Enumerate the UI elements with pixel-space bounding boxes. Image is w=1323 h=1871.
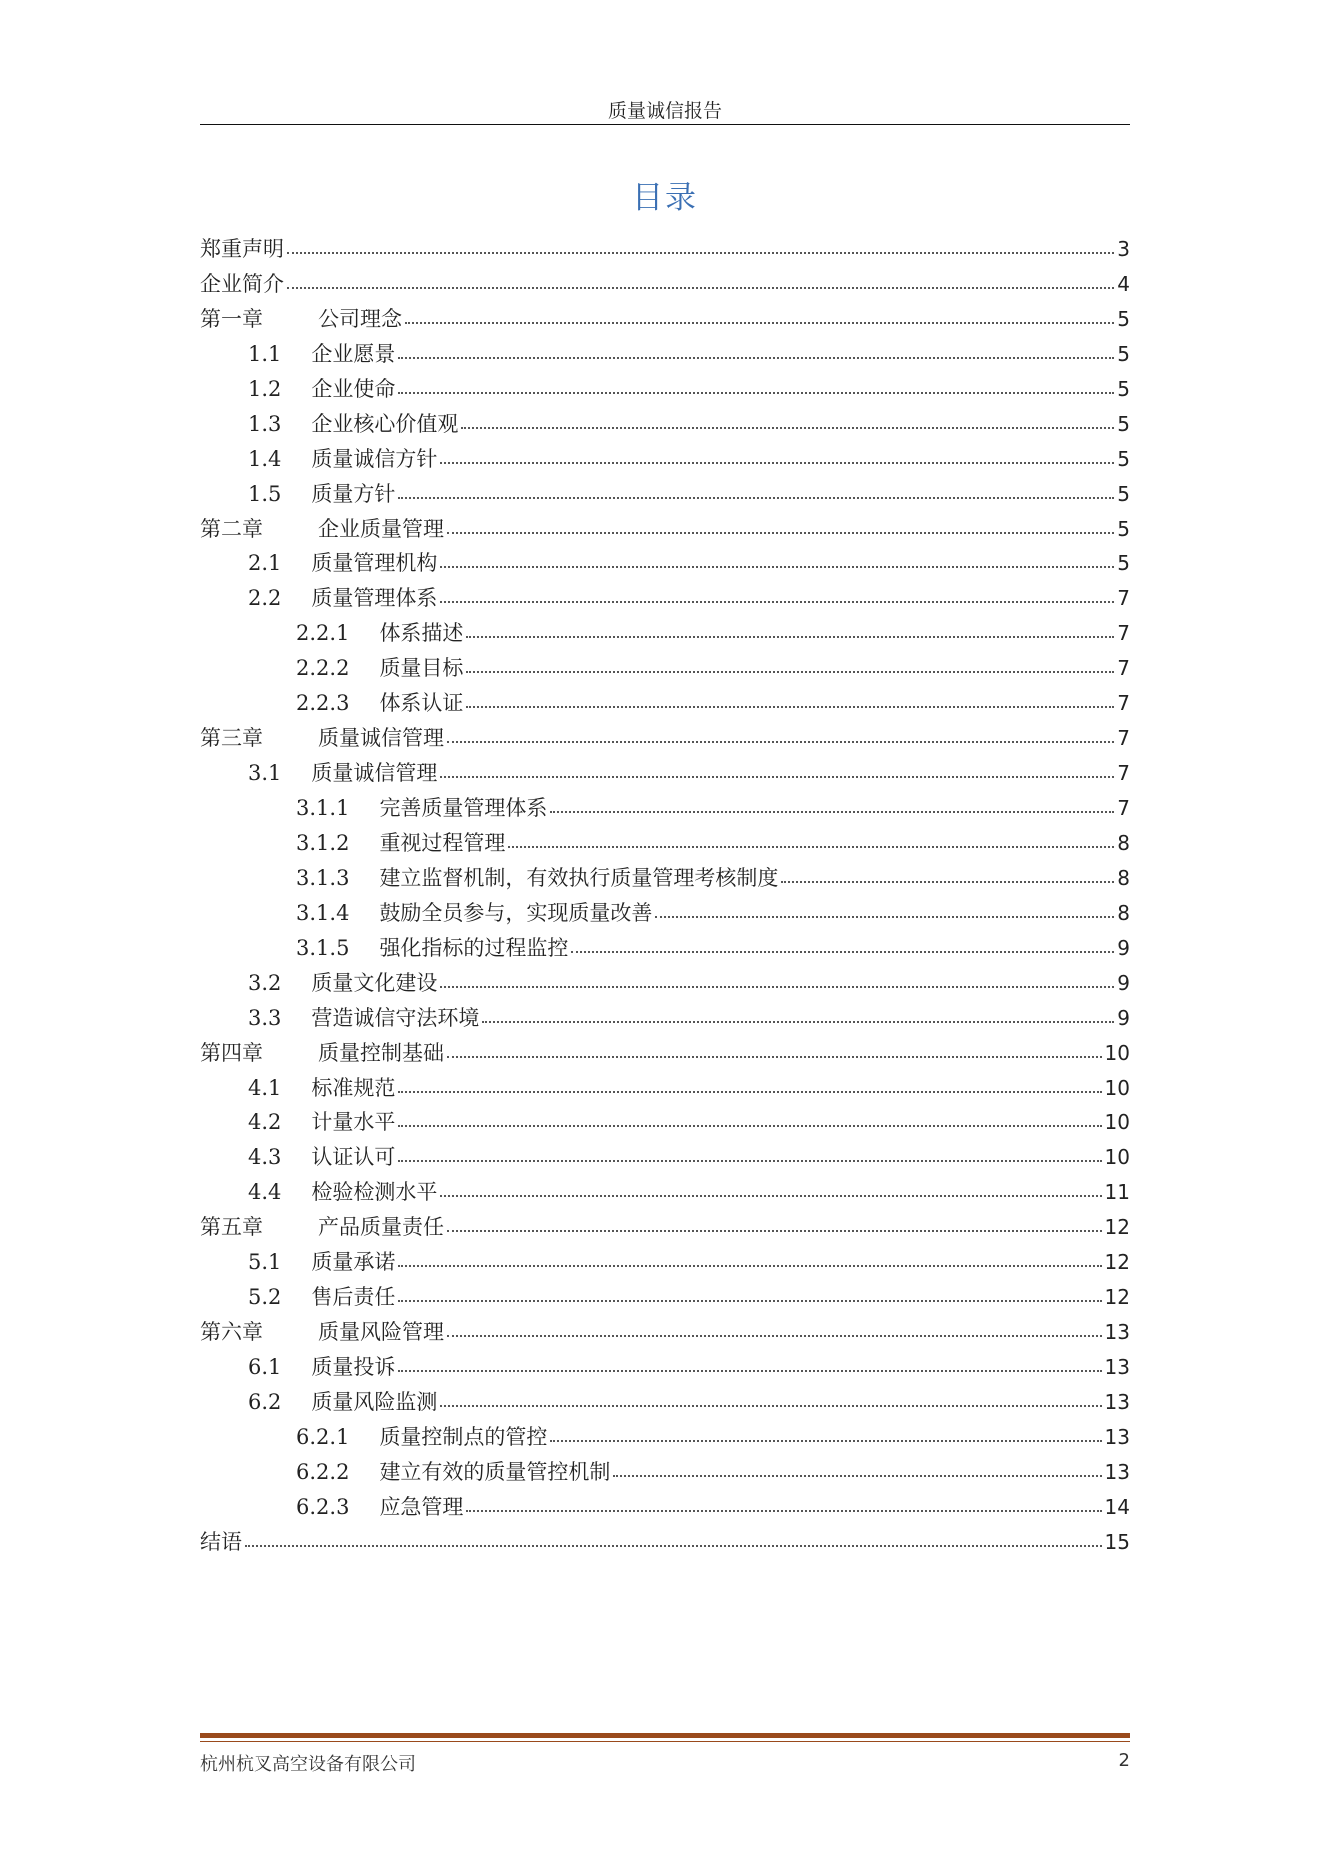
toc-entry[interactable] — [200, 1350, 1130, 1385]
toc-entry-title: 质量目标 — [379, 656, 464, 681]
toc-entry-title: 应急管理 — [379, 1494, 464, 1519]
toc-entry-number: 5.2 — [248, 1285, 282, 1310]
dot-leader — [447, 1054, 1102, 1058]
toc-entry-number: 6.2 — [248, 1389, 282, 1414]
toc-entry-number: 第三章 — [200, 726, 263, 751]
toc-entry[interactable] — [200, 372, 1130, 407]
toc-entry-page: 10 — [1104, 1110, 1130, 1135]
toc-entry[interactable] — [200, 791, 1130, 826]
toc-entry-title: 标准规范 — [311, 1075, 396, 1100]
toc-entry[interactable] — [200, 1071, 1130, 1106]
toc-entry-number: 1.1 — [248, 341, 282, 366]
toc-entry-page: 5 — [1117, 376, 1130, 401]
toc-entry-page: 7 — [1117, 691, 1130, 716]
toc-entry-number: 第四章 — [200, 1040, 263, 1065]
toc-entry[interactable] — [200, 1175, 1130, 1210]
toc-entry[interactable] — [200, 407, 1130, 442]
toc-entry[interactable] — [200, 826, 1130, 861]
toc-entry-number: 第五章 — [200, 1215, 263, 1240]
toc-entry-page: 7 — [1117, 726, 1130, 751]
toc-entry-title: 计量水平 — [311, 1110, 396, 1135]
dot-leader — [398, 1263, 1101, 1267]
toc-entry-title: 体系认证 — [379, 691, 464, 716]
dot-leader — [398, 355, 1114, 359]
toc-entry-number: 1.5 — [248, 481, 282, 506]
toc-entry-number: 6.2.1 — [296, 1424, 350, 1449]
toc-entry-number: 3.1.5 — [296, 935, 350, 960]
toc-entry-page: 5 — [1117, 516, 1130, 541]
toc-entry-page: 12 — [1104, 1215, 1130, 1240]
toc-entry-number: 3.2 — [248, 970, 282, 995]
dot-leader — [440, 1193, 1101, 1197]
toc-entry-title: 公司理念 — [318, 306, 402, 331]
toc-entry-title: 质量投诉 — [311, 1355, 396, 1379]
dot-leader — [447, 739, 1114, 743]
toc-entry-number: 3.1.2 — [296, 830, 350, 855]
toc-entry[interactable] — [200, 267, 1130, 302]
toc-entry-page: 3 — [1117, 237, 1130, 261]
toc-entry[interactable] — [200, 1420, 1130, 1455]
toc-entry-title: 质量诚信管理 — [318, 726, 444, 751]
toc-entry-title: 完善质量管理体系 — [379, 796, 548, 820]
dot-leader — [440, 1403, 1101, 1407]
toc-entry[interactable] — [200, 1455, 1130, 1490]
toc-entry[interactable] — [200, 861, 1130, 896]
toc-entry-number: 第一章 — [200, 306, 263, 331]
toc-entry-title: 结语 — [200, 1529, 242, 1554]
toc-entry-title: 重视过程管理 — [379, 830, 506, 855]
toc-entry-number: 2.2.3 — [296, 691, 350, 716]
dot-leader — [398, 495, 1114, 499]
toc-entry[interactable] — [200, 896, 1130, 931]
dot-leader — [550, 809, 1114, 813]
toc-entry-title: 质量风险管理 — [318, 1320, 444, 1345]
toc-entry-page: 7 — [1117, 586, 1130, 611]
dot-leader — [447, 530, 1114, 534]
toc-entry-title: 售后责任 — [311, 1285, 396, 1310]
toc-entry-title: 强化指标的过程监控 — [379, 935, 569, 960]
toc-entry[interactable] — [200, 966, 1130, 1001]
toc-entry-page: 9 — [1117, 970, 1130, 995]
toc-entry-title: 企业愿景 — [311, 341, 396, 366]
toc-entry[interactable] — [200, 1525, 1130, 1560]
toc-entry[interactable] — [200, 1140, 1130, 1175]
toc-entry-number: 3.3 — [248, 1005, 282, 1030]
toc-entry-title: 质量方针 — [311, 481, 396, 506]
dot-leader — [655, 914, 1114, 918]
toc-entry-page: 4 — [1117, 271, 1130, 296]
footer-divider-thin — [200, 1741, 1130, 1742]
dot-leader — [482, 1019, 1114, 1023]
toc-entry-title: 企业质量管理 — [318, 516, 444, 541]
toc-entry-number: 1.3 — [248, 411, 282, 436]
toc-entry-title: 企业简介 — [200, 271, 284, 296]
toc-entry-page: 13 — [1104, 1424, 1130, 1449]
toc-entry-title: 质量风险监测 — [311, 1389, 438, 1414]
toc-entry[interactable] — [200, 546, 1130, 581]
page-header-title: 质量诚信报告 — [607, 100, 722, 122]
toc-entry-page: 5 — [1117, 341, 1130, 366]
toc-entry-number: 3.1 — [248, 761, 282, 786]
toc-entry-page: 14 — [1104, 1494, 1130, 1519]
dot-leader — [287, 285, 1114, 289]
toc-entry[interactable] — [200, 1315, 1130, 1350]
toc-entry[interactable] — [200, 651, 1130, 686]
toc-entry[interactable] — [200, 1280, 1130, 1315]
toc-entry-number: 1.2 — [248, 376, 282, 401]
toc-entry-number: 1.4 — [248, 446, 282, 471]
toc-entry-title: 企业核心价值观 — [311, 411, 459, 436]
toc-entry-title: 营造诚信守法环境 — [311, 1005, 480, 1030]
toc-entry-page: 9 — [1117, 935, 1130, 960]
toc-entry-page: 5 — [1117, 306, 1130, 331]
toc-entry[interactable] — [200, 512, 1130, 547]
toc-entry[interactable] — [200, 1385, 1130, 1420]
footer-page-number: 2 — [1118, 1750, 1130, 1771]
toc-entry-page: 11 — [1104, 1180, 1130, 1205]
toc-entry-number: 5.1 — [248, 1250, 282, 1275]
table-of-contents — [200, 232, 1130, 1560]
toc-entry-title: 郑重声明 — [200, 237, 284, 261]
toc-entry-number: 3.1.3 — [296, 865, 350, 890]
dot-leader — [447, 1228, 1102, 1232]
toc-entry[interactable] — [200, 1105, 1130, 1140]
dot-leader — [398, 1123, 1101, 1127]
dot-leader — [398, 1368, 1101, 1372]
toc-entry[interactable] — [200, 302, 1130, 337]
toc-entry-title: 质量控制基础 — [318, 1040, 444, 1065]
toc-entry-number: 4.3 — [248, 1145, 282, 1170]
toc-entry-page: 5 — [1117, 551, 1130, 576]
dot-leader — [440, 984, 1114, 988]
dot-leader — [466, 1508, 1101, 1512]
toc-entry[interactable] — [200, 477, 1130, 512]
toc-entry-title: 质量管理机构 — [311, 551, 438, 576]
dot-leader — [440, 599, 1114, 603]
toc-entry-page: 7 — [1117, 621, 1130, 646]
toc-entry-title: 体系描述 — [379, 621, 464, 646]
toc-entry-title: 质量诚信方针 — [311, 446, 438, 471]
toc-entry-page: 13 — [1104, 1320, 1130, 1345]
dot-leader — [466, 669, 1114, 673]
toc-entry[interactable] — [200, 1210, 1130, 1245]
dot-leader — [466, 704, 1114, 708]
toc-entry-number: 2.2.1 — [296, 621, 350, 646]
toc-entry-page: 13 — [1104, 1389, 1130, 1414]
toc-entry[interactable] — [200, 1490, 1130, 1525]
toc-entry-title: 建立有效的质量管控机制 — [379, 1459, 611, 1484]
toc-entry-page: 7 — [1117, 761, 1130, 786]
header-divider — [200, 124, 1130, 125]
toc-entry-title: 产品质量责任 — [318, 1215, 444, 1240]
toc-entry-title: 质量控制点的管控 — [379, 1424, 548, 1449]
toc-entry-page: 13 — [1104, 1459, 1130, 1484]
dot-leader — [613, 1473, 1101, 1477]
toc-entry-page: 5 — [1117, 411, 1130, 436]
toc-entry-page: 8 — [1117, 865, 1130, 890]
dot-leader — [440, 564, 1114, 568]
toc-entry-title: 质量文化建设 — [311, 970, 438, 995]
toc-entry[interactable] — [200, 931, 1130, 966]
toc-entry-page: 10 — [1104, 1040, 1130, 1065]
toc-entry-number: 4.4 — [248, 1180, 282, 1205]
toc-entry[interactable] — [200, 756, 1130, 791]
toc-entry-number: 3.1.4 — [296, 900, 350, 925]
dot-leader — [571, 949, 1114, 953]
toc-entry-title: 质量诚信管理 — [311, 761, 438, 786]
toc-entry-number: 6.2.3 — [296, 1494, 350, 1519]
toc-entry-title: 鼓励全员参与，实现质量改善 — [379, 900, 653, 925]
toc-entry-number: 2.2 — [248, 586, 282, 611]
toc-entry-number: 2.1 — [248, 551, 282, 576]
toc-entry-page: 8 — [1117, 830, 1130, 855]
toc-entry-page: 10 — [1104, 1075, 1130, 1100]
toc-entry-page: 5 — [1117, 446, 1130, 471]
dot-leader — [550, 1438, 1101, 1442]
toc-entry-number: 4.2 — [248, 1110, 282, 1135]
toc-entry-page: 8 — [1117, 900, 1130, 925]
toc-entry[interactable] — [200, 1245, 1130, 1280]
dot-leader — [245, 1543, 1102, 1547]
toc-entry-number: 第二章 — [200, 516, 263, 541]
toc-entry-title: 认证认可 — [311, 1145, 396, 1170]
toc-entry-title: 检验检测水平 — [311, 1180, 438, 1205]
toc-entry-page: 12 — [1104, 1250, 1130, 1275]
toc-entry-number: 3.1.1 — [296, 796, 350, 820]
dot-leader — [287, 250, 1114, 254]
toc-entry-page: 12 — [1104, 1285, 1130, 1310]
toc-entry[interactable] — [200, 337, 1130, 372]
toc-entry-page: 15 — [1104, 1529, 1130, 1554]
toc-entry-title: 质量承诺 — [311, 1250, 396, 1275]
toc-entry[interactable] — [200, 721, 1130, 756]
toc-entry[interactable] — [200, 442, 1130, 477]
toc-entry[interactable] — [200, 1036, 1130, 1071]
toc-entry-page: 7 — [1117, 796, 1130, 820]
toc-entry-number: 第六章 — [200, 1320, 263, 1345]
toc-entry-title: 企业使命 — [311, 376, 396, 401]
toc-entry-title: 质量管理体系 — [311, 586, 438, 611]
toc-heading: 目录 — [632, 180, 698, 216]
dot-leader — [461, 425, 1114, 429]
toc-entry[interactable] — [200, 686, 1130, 721]
dot-leader — [398, 390, 1114, 394]
toc-entry-page: 9 — [1117, 1005, 1130, 1030]
toc-entry[interactable] — [200, 581, 1130, 616]
toc-entry[interactable] — [200, 616, 1130, 651]
toc-entry[interactable] — [200, 232, 1130, 267]
dot-leader — [781, 879, 1114, 883]
dot-leader — [440, 774, 1114, 778]
toc-entry-number: 6.1 — [248, 1355, 282, 1379]
toc-entry-number: 6.2.2 — [296, 1459, 350, 1484]
dot-leader — [398, 1089, 1101, 1093]
toc-entry-page: 5 — [1117, 481, 1130, 506]
toc-entry-page: 7 — [1117, 656, 1130, 681]
dot-leader — [447, 1333, 1102, 1337]
toc-entry-number: 4.1 — [248, 1075, 282, 1100]
toc-entry-number: 2.2.2 — [296, 656, 350, 681]
dot-leader — [398, 1298, 1101, 1302]
footer-company-name: 杭州杭叉高空设备有限公司 — [200, 1754, 416, 1775]
toc-entry-title: 建立监督机制，有效执行质量管理考核制度 — [379, 865, 779, 890]
dot-leader — [466, 634, 1114, 638]
footer-divider-thick — [200, 1733, 1130, 1738]
dot-leader — [508, 844, 1114, 848]
dot-leader — [405, 320, 1114, 324]
toc-entry[interactable] — [200, 1001, 1130, 1036]
toc-entry-page: 13 — [1104, 1355, 1130, 1379]
dot-leader — [440, 460, 1114, 464]
toc-entry-page: 10 — [1104, 1145, 1130, 1170]
dot-leader — [398, 1158, 1101, 1162]
